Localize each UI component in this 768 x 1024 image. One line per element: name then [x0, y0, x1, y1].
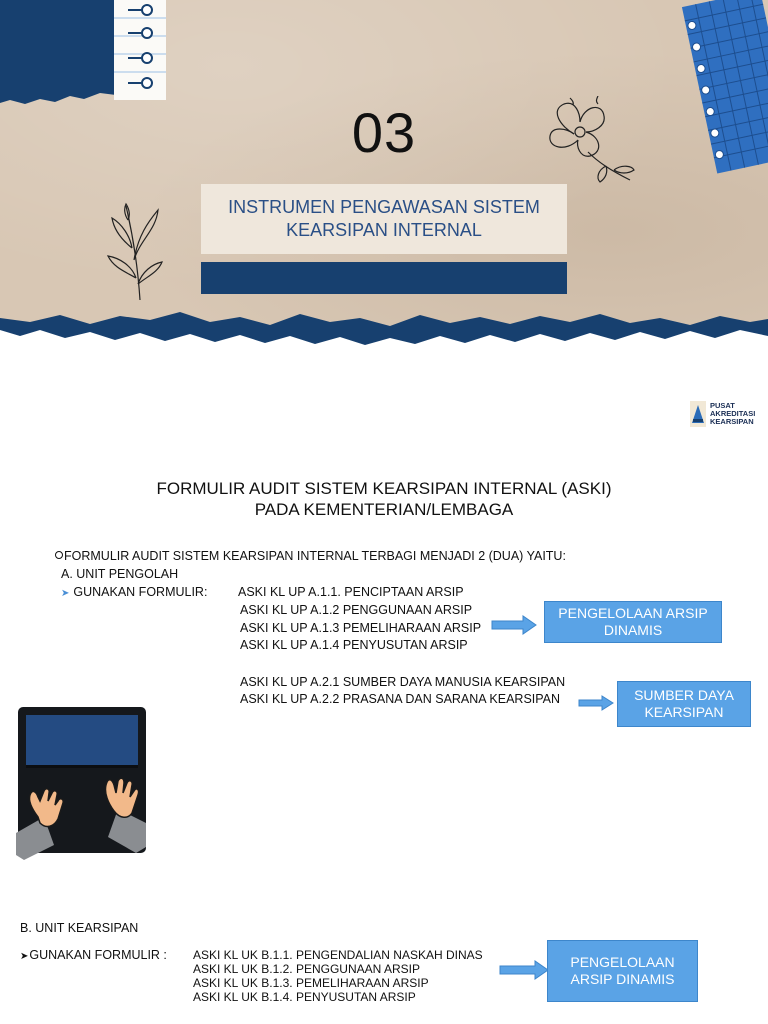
list-item: ASKI KL UP A.2.1 SUMBER DAYA MANUSIA KEARSIPAN	[240, 675, 566, 689]
list-item: ASKI KL UP A.1.2 PENGGUNAAN ARSIP	[240, 603, 473, 617]
laptop-hands-icon	[14, 705, 148, 860]
list-item: ASKI KL UP A.1.4 PENYUSUTAN ARSIP	[240, 638, 468, 652]
arrow-right-icon	[499, 960, 549, 980]
list-item: ASKI KL UP A.1.3 PEMELIHARAAN ARSIP	[240, 621, 482, 635]
gunakan-b-label: GUNAKAN FORMULIR :	[29, 948, 167, 962]
list-item: ASKI KL UP A.2.2 PRASANA DAN SARANA KEARSIPAN	[240, 692, 561, 706]
arrow-bullet-icon: ➤	[20, 951, 29, 962]
list-item: ASKI KL UK B.1.3. PEMELIHARAAN ARSIP	[193, 976, 429, 990]
category-box-pengelolaan-a: PENGELOLAAN ARSIP DINAMIS	[544, 601, 722, 643]
list-item: ASKI KL UK B.1.4. PENYUSUTAN ARSIP	[193, 990, 416, 1004]
list-item: ASKI KL UK B.1.1. PENGENDALIAN NASKAH DINAS	[193, 948, 483, 962]
gunakan-a-line	[61, 585, 207, 601]
logo-line-1: PUSAT	[710, 401, 735, 410]
arrow-bullet-icon: ➤	[61, 588, 70, 599]
gunakan-a-label: GUNAKAN FORMULIR:	[73, 585, 208, 599]
arrow-right-icon	[578, 695, 614, 711]
section-a-label: A. UNIT PENGOLAH	[61, 567, 179, 581]
flower-sketch-icon	[540, 96, 640, 186]
logo-line-2: AKREDITASI	[710, 409, 756, 418]
arrow-right-icon	[491, 615, 537, 635]
page-heading	[0, 478, 768, 520]
logo	[690, 396, 768, 432]
title-underbar	[201, 262, 567, 294]
logo-emblem-icon	[690, 401, 706, 427]
category-box-sumber-daya: SUMBER DAYA KEARSIPAN	[617, 681, 751, 727]
leaf-sketch-icon	[100, 200, 170, 305]
title-slide	[0, 0, 768, 360]
list-item: ASKI KL UK B.1.2. PENGGUNAAN ARSIP	[193, 962, 420, 976]
list-item: ASKI KL UP A.1.1. PENCIPTAAN ARSIP	[238, 585, 464, 599]
content-slide	[0, 360, 768, 1024]
gunakan-b-line	[20, 948, 167, 964]
title-card	[201, 184, 567, 254]
circle-bullet-icon	[55, 551, 63, 559]
logo-line-3: KEARSIPAN	[710, 417, 754, 426]
heading-line-1: FORMULIR AUDIT SISTEM KEARSIPAN INTERNAL (ASKI)	[156, 479, 612, 498]
intro-line	[55, 549, 566, 564]
section-number: 03	[351, 101, 417, 164]
slide-title: INSTRUMEN PENGAWASAN SISTEM KEARSIPAN INTERNAL	[228, 197, 540, 240]
torn-paper-edge	[0, 300, 768, 360]
intro-text: FORMULIR AUDIT SISTEM KEARSIPAN INTERNAL TERBAGI MENJADI 2 (DUA) YAITU:	[64, 549, 566, 563]
section-b-label: B. UNIT KEARSIPAN	[20, 921, 139, 935]
heading-line-2: PADA KEMENTERIAN/LEMBAGA	[254, 500, 514, 519]
category-box-pengelolaan-b: PENGELOLAAN ARSIP DINAMIS	[547, 940, 698, 1002]
